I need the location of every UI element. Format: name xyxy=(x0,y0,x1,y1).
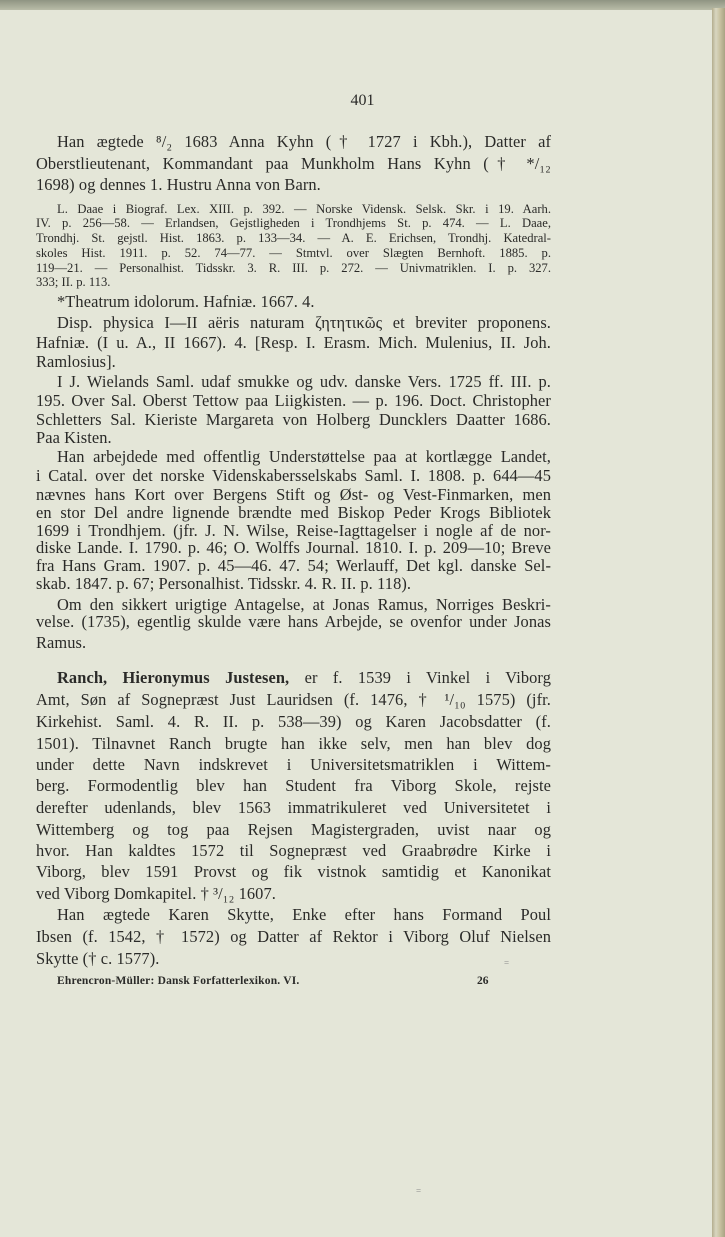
text-line: berg. Formodentlig blev han Student fra Viborg Skole, rejste xyxy=(36,776,551,795)
text-line: skab. 1847. p. 67; Personalhist. Tidsskr. 4. R. II. p. 118). xyxy=(36,574,412,593)
scan-speck: = xyxy=(416,1186,422,1196)
text-line: Wittemberg og tog paa Rejsen Magistergraden, uvist naar og xyxy=(36,820,551,839)
text-line: Viborg, blev 1591 Provst og fik vistnok samtidig et Kanonikat xyxy=(36,862,551,881)
text-line: velse. (1735), egentlig skulde være hans Arbejde, se ovenfor under Jonas xyxy=(36,612,551,631)
text-line: Om den sikkert urigtige Antagelse, at Jonas Ramus, Norriges Beskri- xyxy=(57,595,551,614)
page-number: 401 xyxy=(350,92,375,109)
scan-speck: = xyxy=(504,958,510,968)
text-line: fra Hans Gram. 1907. p. 45—46. 47. 54; Werlauff, Det kgl. danske Sel- xyxy=(36,556,551,575)
text-line: Schletters Sal. Kieriste Margareta von Holberg Duncklers Daatter 1686. xyxy=(36,410,551,429)
text-line: Han ægtede Karen Skytte, Enke efter hans Formand Poul xyxy=(57,905,551,924)
text-line: Han ægtede ⁸/₂ 1683 Anna Kyhn († 1727 i Kbh.), Datter af xyxy=(57,132,551,151)
text-span: er f. 1539 i Vinkel i Viborg xyxy=(289,668,551,687)
footer-title: Ehrencron-Müller: Dansk Forfatterlexikon. VI. xyxy=(57,975,300,987)
text-line: en stor Del andre lignende brændte med Biskop Peder Krogs Bibliotek xyxy=(36,503,551,522)
scan-right-edge xyxy=(712,8,725,1237)
scan-top-edge xyxy=(0,0,725,10)
text-line: Disp. physica I—II aëris naturam ζητητικῶς et breviter proponens. xyxy=(57,313,551,332)
reference-line: IV. p. 256—58. — Erlandsen, Gejstligheden i Trondhjems St. p. 474. — L. Daae, xyxy=(36,215,551,230)
text-line: Ramus. xyxy=(36,633,87,652)
entry-headword: Ranch, Hieronymus Justesen, xyxy=(57,668,290,687)
text-line: Ibsen (f. 1542, † 1572) og Datter af Rektor i Viborg Oluf Nielsen xyxy=(36,927,551,946)
text-line: 1699 i Trondhjem. (jfr. J. N. Wilse, Reise-Iagttagelser i nogle af de nor- xyxy=(36,521,551,540)
text-line: Ramlosius]. xyxy=(36,352,116,371)
text-line: Skytte († c. 1577). xyxy=(36,949,160,968)
text-line: 195. Over Sal. Oberst Tettow paa Liigkisten. — p. 196. Doct. Christopher xyxy=(36,391,551,410)
text-line: hvor. Han kaldtes 1572 til Sognepræst ved Graabrødre Kirke i xyxy=(36,841,551,860)
text-line: diske Lande. I. 1790. p. 46; O. Wolffs Journal. 1810. I. p. 209—10; Breve xyxy=(36,538,551,557)
text-line: Han arbejdede med offentlig Understøttelse paa at kortlægge Landet, xyxy=(57,447,551,466)
text-line: *Theatrum idolorum. Hafniæ. 1667. 4. xyxy=(57,292,315,311)
text-line: Hafniæ. (I u. A., II 1667). 4. [Resp. I. Erasm. Mich. Mulenius, II. Joh. xyxy=(36,333,551,352)
text-line: i Catal. over det norske Videnskabersselskabs Saml. I. 1808. p. 644—45 xyxy=(36,466,551,485)
text-line: under dette Navn indskrevet i Universitetsmatriklen i Wittem- xyxy=(36,755,551,774)
text-line: Oberstlieutenant, Kommandant paa Munkholm Hans Kyhn († */₁₂ xyxy=(36,154,551,173)
reference-line: 333; II. p. 113. xyxy=(36,274,111,289)
text-line: derefter udenlands, blev 1563 immatrikuleret ved Universitetet i xyxy=(36,798,551,817)
reference-line: 119—21. — Personalhist. Tidsskr. 3. R. III. p. 272. — Univmatriklen. I. p. 327. xyxy=(36,260,551,275)
reference-line: skoles Hist. 1911. p. 52. 74—77. — Stmtvl. over Slægten Bernhoft. 1885. p. xyxy=(36,245,551,260)
text-line: 1698) og dennes 1. Hustru Anna von Barn. xyxy=(36,175,321,194)
signature-mark: 26 xyxy=(477,975,489,987)
reference-line: L. Daae i Biograf. Lex. XIII. p. 392. — Norske Vidensk. Selsk. Skr. i 19. Aarh. xyxy=(57,201,551,216)
text-line xyxy=(57,668,551,688)
text-line: Paa Kisten. xyxy=(36,428,112,447)
text-line: I J. Wielands Saml. udaf smukke og udv. danske Vers. 1725 ff. III. p. xyxy=(57,372,551,391)
text-line: Kirkehist. Saml. 4. R. II. p. 538—39) og Karen Jacobsdatter (f. xyxy=(36,712,551,731)
text-line: nævnes hans Kort over Bergens Stift og Øst- og Vest-Finmarken, men xyxy=(36,485,551,504)
text-line: ved Viborg Domkapitel. † ³/₁₂ 1607. xyxy=(36,884,276,903)
reference-line: Trondhj. St. gejstl. Hist. 1863. p. 133—34. — A. E. Erichsen, Trondhj. Katedral- xyxy=(36,230,551,245)
text-line: 1501). Tilnavnet Ranch brugte han ikke selv, men han blev dog xyxy=(36,734,551,753)
text-line: Amt, Søn af Sognepræst Just Lauridsen (f. 1476, † ¹/₁₀ 1575) (jfr. xyxy=(36,690,551,709)
